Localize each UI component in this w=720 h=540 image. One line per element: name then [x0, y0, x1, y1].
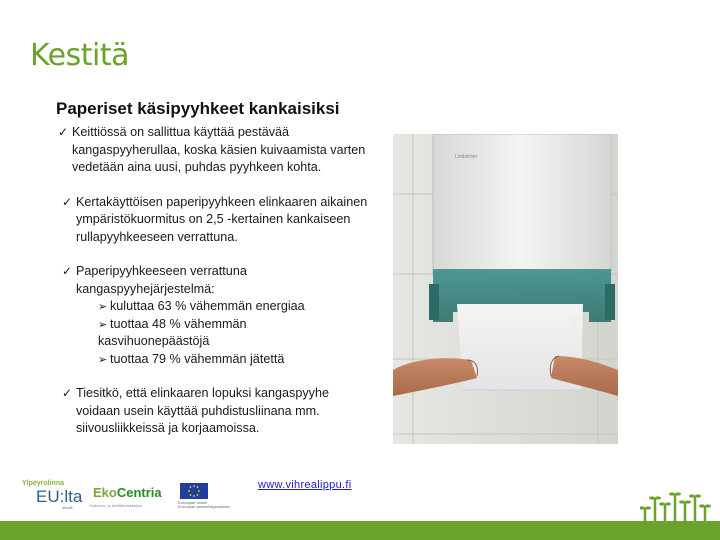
- sub-bullet-text: tuottaa 79 % vähemmän jätettä: [110, 351, 285, 366]
- sub-bullet-text: kuluttaa 63 % vähemmän energiaa: [110, 299, 305, 313]
- sub-bullet-continuation: kasvihuonepäästöjä: [98, 334, 210, 348]
- sub-bullet: [62, 351, 374, 369]
- arrow-bullet-icon: ➢: [98, 352, 108, 366]
- bullet-item: [62, 263, 374, 368]
- bullet-text: Paperipyyhkeeseen verrattuna kangaspyyhejärjestelmä:: [76, 264, 247, 296]
- eu-flag-icon: [180, 483, 208, 499]
- bullet-text: Tiesitkö, että elinkaaren lopuksi kangaspyyhe voidaan usein käyttää puhdistusliinana mm. siivousliikkeissä ja korjaamoissa.: [76, 386, 329, 435]
- sponsor-logo-eu: Euroopan unioni Euroopan aluekehitysrahasto: [178, 483, 212, 509]
- checkmark-icon: ✓: [62, 264, 73, 278]
- sub-bullet: [62, 298, 374, 316]
- arrow-bullet-icon: ➢: [98, 317, 108, 331]
- checkmark-icon: ✓: [58, 125, 69, 139]
- sub-bullet-text: tuottaa 48 % vähemmän: [110, 316, 247, 331]
- towel-dispenser-photo: [393, 134, 618, 444]
- checkmark-icon: ✓: [62, 194, 73, 209]
- slide-title: Paperiset käsipyyhkeet kankaisiksi: [56, 99, 340, 118]
- bullet-item: [58, 124, 374, 177]
- bullet-item: [62, 194, 374, 247]
- bullet-text: Kertakäyttöisen paperipyyhkeen elinkaaren aikainen ympäristökuormitus on 2,5 -kertainen kankaiseen rullapyyhkeeseen verrattuna.: [76, 194, 368, 244]
- bullet-text: Keittiössä on sallittua käyttää pestävää kangaspyyherullaa, koska käsien kuivaamista varten vedetään aina uusi, puhdas pyyhkeen kohta.: [72, 125, 366, 174]
- sub-bullet: [62, 316, 374, 334]
- logo-text: Kestitä: [30, 38, 130, 73]
- kestita-logo: [30, 24, 130, 76]
- svg-text:Lindström: Lindström: [455, 154, 477, 160]
- sprouts-decoration: [640, 487, 715, 523]
- bullet-item: [62, 385, 374, 438]
- sponsor-logo-eulta: Ylpeyrolinna EU:lta tekstit: [22, 480, 83, 510]
- checkmark-icon: ✓: [62, 386, 73, 400]
- footer-green-bar: [0, 521, 720, 540]
- sponsor-logo-ekocentria: EkoCentria Tutkimus- ja kehittämiskeskus: [89, 485, 162, 508]
- arrow-bullet-icon: ➢: [98, 300, 108, 313]
- vihrea-lippu-link[interactable]: www.vihrealippu.fi: [258, 479, 352, 491]
- bullet-list: [58, 124, 374, 438]
